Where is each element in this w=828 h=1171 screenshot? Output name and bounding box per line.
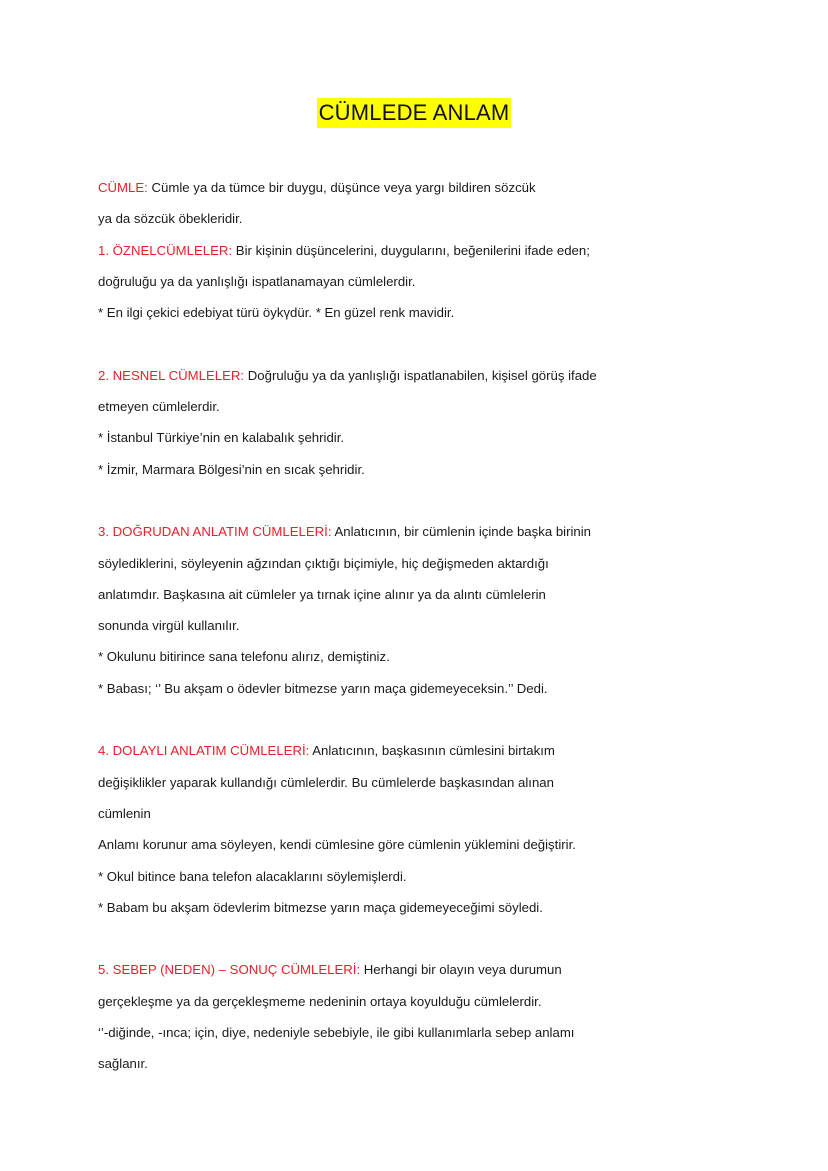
paragraph-line [98, 360, 618, 391]
section-dolayli-anlatim [98, 735, 618, 923]
example-line: * İstanbul Türkiye’nin en kalabalık şehridir. [98, 430, 345, 446]
section-text: Anlatıcının, başkasının cümlesini birtakım [309, 743, 555, 759]
paragraph-line: değişiklikler yaparak kullandığı cümlelerdir. Bu cümlelerde başkasından alınan [98, 774, 554, 790]
section-label: 5. SEBEP (NEDEN) – SONUÇ CÜMLELERİ: [98, 962, 361, 978]
section-cumle [98, 172, 618, 235]
paragraph-line: anlatımdır. Başkasına ait cümleler ya tırnak içine alınır ya da alıntı cümlelerin [98, 586, 546, 602]
example-line: * Babası; ‘’ Bu akşam o ödevler bitmezse yarın maça gidemeyeceksin.’’ Dedi. [98, 680, 548, 696]
section-label: 4. DOLAYLI ANLATIM CÜMLELERİ: [98, 743, 310, 759]
paragraph-line [98, 954, 618, 985]
paragraph-line: ya da sözcük öbekleridir. [98, 211, 243, 227]
paragraph-line: ‘’-diğinde, -ınca; için, diye, nedeniyle sebebiyle, ile gibi kullanımlarla sebep anlamı [98, 1025, 575, 1041]
example-line: * En ilgi çekici edebiyat türü öykүdür. * En güzel renk mavidir. [98, 305, 455, 321]
section-nesnel-cumleler [98, 360, 618, 485]
spacer [98, 704, 618, 735]
section-label: CÜMLE: [98, 180, 148, 195]
section-text: Cümle ya da tümce bir duygu, düşünce veya yargı bildiren sözcük [147, 180, 536, 195]
spacer [98, 328, 618, 359]
paragraph-line: doğruluğu ya da yanlışlığı ispatlanamayan cümlelerdir. [98, 273, 416, 289]
section-text: Doğruluğu ya da yanlışlığı ispatlanabilen, kişisel görüş ifade [244, 367, 597, 383]
example-line: * Okulunu bitirince sana telefonu alırız, demiştiniz. [98, 649, 390, 665]
section-label: 3. DOĞRUDAN ANLATIM CÜMLELERİ: [98, 524, 332, 540]
paragraph-line: etmeyen cümlelerdir. [98, 399, 220, 415]
paragraph-line: sağlanır. [98, 1056, 148, 1072]
section-text: Anlatıcının, bir cümlenin içinde başka birinin [331, 524, 592, 540]
paragraph-line [98, 172, 618, 203]
example-line: * İzmir, Marmara Bölgesi’nin en sıcak şehridir. [98, 461, 365, 477]
spacer [98, 485, 618, 516]
paragraph-line: Anlamı korunur ama söyleyen, kendi cümlesine göre cümlenin yüklemini değiştirir. [98, 837, 576, 853]
example-line: * Babam bu akşam ödevlerim bitmezse yarın maça gidemeyeceğimi söyledi. [98, 899, 543, 915]
section-label: 2. NESNEL CÜMLELER: [98, 367, 245, 383]
spacer [98, 923, 618, 954]
section-sebep-sonuc [98, 954, 618, 1079]
document-body [98, 172, 618, 1080]
paragraph-line: sonunda virgül kullanılır. [98, 618, 240, 634]
paragraph-line [98, 516, 618, 547]
section-text: Herhangi bir olayın veya durumun [360, 962, 562, 978]
title-wrapper [0, 98, 828, 128]
example-line: * Okul bitince bana telefon alacaklarını söylemişlerdi. [98, 868, 407, 884]
section-dogrudan-anlatim [98, 516, 618, 704]
section-label: 1. ÖZNELCÜMLELER: [98, 242, 233, 258]
section-text: Bir kişinin düşüncelerini, duygularını, beğenilerini ifade eden; [232, 242, 590, 258]
document-title: CÜMLEDE ANLAM [317, 98, 512, 128]
section-oznel-cumleler [98, 235, 618, 329]
paragraph-line: gerçekleşme ya da gerçekleşmeme nedeninin ortaya koyulduğu cümlelerdir. [98, 993, 542, 1009]
paragraph-line [98, 735, 618, 766]
paragraph-line: cümlenin [98, 805, 151, 821]
paragraph-line: söylediklerini, söyleyenin ağzından çıktığı biçimiyle, hiç değişmeden aktardığı [98, 555, 549, 571]
paragraph-line [98, 235, 618, 266]
